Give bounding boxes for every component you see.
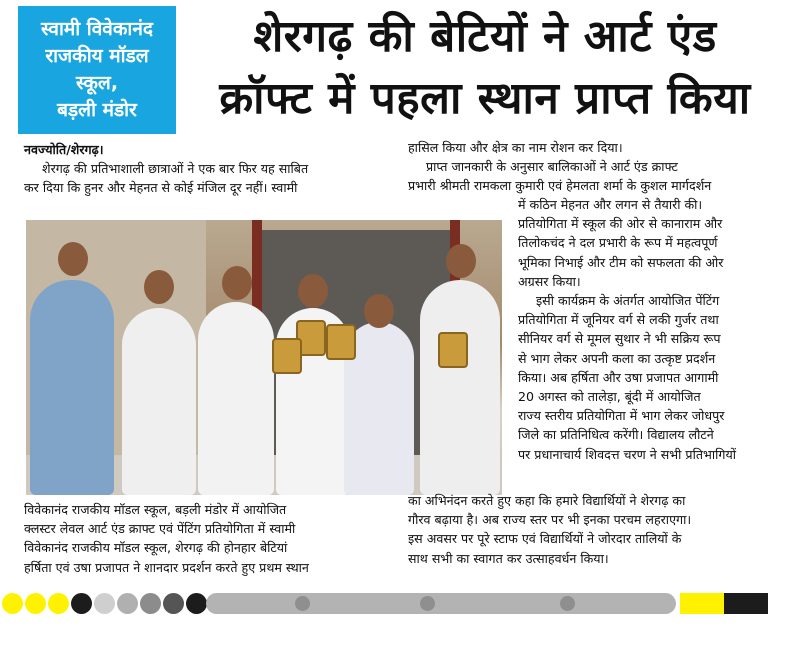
school-name-box	[18, 6, 176, 134]
footer-dot	[71, 593, 92, 614]
right-mid-line-2: प्रतियोगिता में स्कूल की ओर से कानाराम और	[518, 216, 723, 232]
footer-black-block	[724, 593, 768, 614]
right-mid-line-8: सीनियर वर्ग से मूमल सुथार ने भी सक्रिय रूप	[518, 331, 721, 347]
right-mid-line-4: भूमिका निभाई और टीम को सफलता की ओर	[518, 254, 724, 270]
right-bottom-line-3: इस अवसर पर पूरे स्टाफ एवं विद्यार्थियों ने जोरदार तालियों के	[408, 531, 682, 547]
tag-line-1: स्वामी विवेकानंद	[41, 18, 153, 40]
footer-dot	[163, 593, 184, 614]
footer-yellow-block	[680, 593, 724, 614]
dateline: नवज्योति/शेरगढ़।	[24, 142, 104, 157]
footer-dot	[25, 593, 46, 614]
headline	[182, 6, 788, 134]
news-photo	[26, 220, 502, 495]
right-top-line-3: प्रभारी श्रीमती रामकला कुमारी एवं हेमलता शर्मा के कुशल मार्गदर्शन	[408, 178, 712, 194]
left-column-top	[24, 140, 382, 198]
left-line-1: शेरगढ़ की प्रतिभाशाली छात्राओं ने एक बार फिर यह साबित	[42, 161, 309, 177]
footer-dot	[117, 593, 138, 614]
footer-dot	[186, 593, 207, 614]
right-mid-line-13: जिले का प्रतिनिधित्व करेंगी। विद्यालय लौटने	[518, 427, 714, 443]
right-column-top	[408, 138, 772, 196]
right-bottom-line-2: गौरव बढ़ाया है। अब राज्य स्तर पर भी इनका परचम लहराएगा।	[408, 512, 692, 528]
tag-line-3: स्कूल,	[75, 72, 119, 94]
footer-dot	[48, 593, 69, 614]
right-mid-line-7: प्रतियोगिता में जूनियर वर्ग से लकी गुर्जर तथा	[518, 312, 719, 328]
bottom-line-2: क्लस्टर लेवल आर्ट एंड क्राफ्ट एवं पेंटिंग प्रतियोगिता में स्वामी	[24, 521, 296, 537]
left-line-2: कर दिया कि हुनर और मेहनत से कोई मंजिल दूर नहीं। स्वामी	[24, 180, 298, 196]
footer-bar	[206, 593, 676, 614]
right-bottom-line-1: का अभिनंदन करते हुए कहा कि हमारे विद्यार्थियों ने शेरगढ़ का	[408, 493, 686, 508]
right-mid-line-9: से भाग लेकर अपनी कला का उत्कृष्ट प्रदर्शन	[518, 350, 716, 366]
footer-bar-dot	[295, 596, 310, 611]
footer-bar-dot	[560, 596, 575, 611]
right-column-middle	[518, 195, 772, 464]
right-mid-line-1: में कठिन मेहनत और लगन से तैयारी की।	[518, 197, 703, 212]
headline-line-1: शेरगढ़ की बेटियों ने आर्ट एंड	[253, 11, 717, 62]
tag-line-2: राजकीय मॉडल	[45, 45, 149, 67]
right-bottom-line-4: साथ सभी का स्वागत कर उत्साहवर्धन किया।	[408, 550, 609, 566]
footer-dot	[94, 593, 115, 614]
bottom-left-column	[24, 500, 382, 577]
headline-line-2: क्रॉफ्ट में पहला स्थान प्राप्त किया	[219, 73, 751, 124]
tag-line-4: बड़ली मंडोर	[57, 99, 137, 121]
right-mid-line-12: राज्य स्तरीय प्रतियोगिता में भाग लेकर जोधपुर	[518, 408, 725, 424]
right-column-bottom	[408, 491, 772, 568]
right-mid-line-5: अग्रसर किया।	[518, 273, 581, 289]
right-mid-line-11: 20 अगस्त को तालेड़ा, बूंदी में आयोजित	[518, 389, 701, 405]
right-mid-line-6: इसी कार्यक्रम के अंतर्गत आयोजित पेंटिंग	[536, 293, 720, 309]
bottom-line-1: विवेकानंद राजकीय मॉडल स्कूल, बड़ली मंडोर में आयोजित	[24, 502, 287, 517]
right-top-line-1: हासिल किया और क्षेत्र का नाम रोशन कर दिया।	[408, 140, 623, 155]
bottom-line-3: विवेकानंद राजकीय मॉडल स्कूल, शेरगढ़ की होनहार बेटियां	[24, 540, 288, 556]
footer-bar-dot	[420, 596, 435, 611]
footer-dot	[2, 593, 23, 614]
right-top-line-2: प्राप्त जानकारी के अनुसार बालिकाओं ने आर्ट एंड क्राफ्ट	[426, 159, 678, 175]
right-mid-line-3: तिलोकचंद ने दल प्रभारी के रूप में महत्वपूर्ण	[518, 235, 718, 251]
footer-dot	[140, 593, 161, 614]
right-mid-line-14: पर प्रधानाचार्य शिवदत्त चरण ने सभी प्रतिभागियों	[518, 446, 737, 462]
right-mid-line-10: किया। अब हर्षिता और उषा प्रजापत आगामी	[518, 369, 719, 385]
bottom-line-4: हर्षिता एवं उषा प्रजापत ने शानदार प्रदर्शन करते हुए प्रथम स्थान	[24, 559, 309, 575]
